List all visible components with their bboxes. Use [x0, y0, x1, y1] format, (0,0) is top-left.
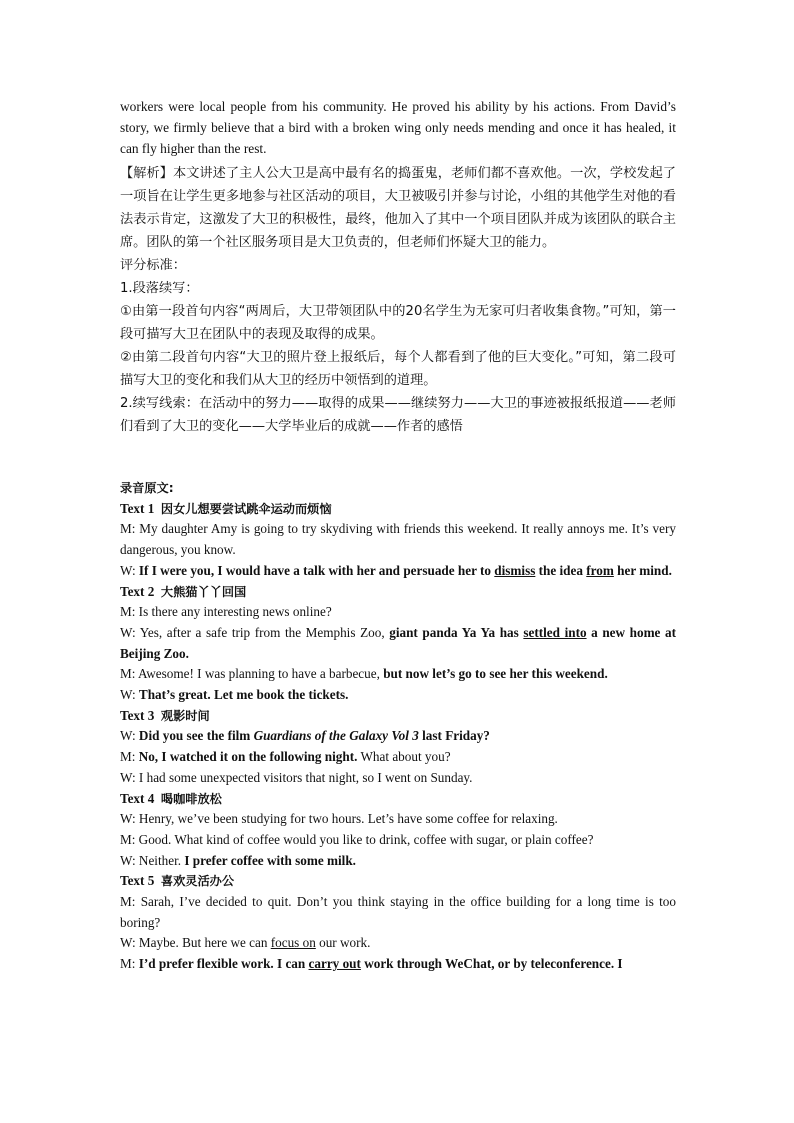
transcript-title: 录音原文:	[120, 481, 174, 495]
text-4-w2: W: Neither. I prefer coffee with some milk.	[120, 852, 356, 868]
text-2-m1: M: Is there any interesting news online?	[120, 604, 332, 620]
analysis-paragraph: 【解析】本文讲述了主人公大卫是高中最有名的捣蛋鬼，老师们都不喜欢他。一次，学校发起了一项旨在让学生更多地参与社区活动的项目，大卫被吸引并参与讨论，小组的其他学生对他的看法表示肯定，这激发了大卫的积极性，最终，他加入了其中一个项目团队并成为该团队的联合主席。团队的第一个社区服务项目是大卫负责的，但老师们怀疑大卫的能力。	[120, 166, 676, 250]
text-5-m1: M: Sarah, I’ve decided to quit. Don’t you think staying in the office building for a long time is too boring?	[120, 894, 676, 930]
text-1-w1: W: If I were you, I would have a talk with her and persuade her to dismiss the idea from her mind.	[120, 562, 672, 578]
criteria-title: 评分标准：	[120, 258, 186, 273]
section-gap	[120, 438, 676, 478]
text-3-heading: Text 3 观影时间	[120, 707, 210, 723]
criteria-item-1a: ①由第一段首句内容“两周后，大卫带领团队中的20名学生为无家可归者收集食物。”可知，第一段可描写大卫在团队中的表现及取得的成果。	[120, 304, 676, 342]
text-2-m2: M: Awesome! I was planning to have a barbecue, but now let’s go to see her this weekend.	[120, 666, 608, 682]
text-3-w2: W: I had some unexpected visitors that night, so I went on Sunday.	[120, 769, 473, 785]
text-3-m1: M: No, I watched it on the following night. What about you?	[120, 749, 451, 765]
criteria-item-1: 1.段落续写：	[120, 281, 199, 296]
text-1-heading: Text 1 因女儿想要尝试跳伞运动而烦恼	[120, 500, 332, 516]
text-2-w2: W: That’s great. Let me book the tickets.	[120, 687, 349, 703]
criteria-item-1b: ②由第二段首句内容“大卫的照片登上报纸后，每个人都看到了他的巨大变化。”可知，第二段可描写大卫的变化和我们从大卫的经历中领悟到的道理。	[120, 350, 676, 388]
text-4-m1: M: Good. What kind of coffee would you like to drink, coffee with sugar, or plain coffee?	[120, 831, 594, 847]
text-4-w1: W: Henry, we’ve been studying for two hours. Let’s have some coffee for relaxing.	[120, 811, 558, 827]
text-3-w1: W: Did you see the film Guardians of the Galaxy Vol 3 last Friday?	[120, 728, 490, 744]
text-5-heading: Text 5 喜欢灵活办公	[120, 873, 235, 889]
document-page	[120, 96, 676, 975]
criteria-item-2: 2.续写线索：在活动中的努力——取得的成果——继续努力——大卫的事迹被报纸报道——老师们看到了大卫的变化——大学毕业后的成就——作者的感悟	[120, 396, 676, 434]
text-5-w1: W: Maybe. But here we can focus on our work.	[120, 935, 371, 951]
text-5-m2: M: I’d prefer flexible work. I can carry out work through WeChat, or by teleconference. I	[120, 956, 623, 972]
text-2-heading: Text 2 大熊猫丫丫回国	[120, 583, 247, 599]
text-2-w1: W: Yes, after a safe trip from the Memphis Zoo, giant panda Ya Ya has settled into a new home at Beijing Zoo.	[120, 624, 676, 661]
essay-ending-paragraph: workers were local people from his community. He proved his ability by his actions. From David’s story, we firmly believe that a bird with a broken wing only needs mending and once it has healed, it can fly higher than the rest.	[120, 99, 676, 156]
text-1-m1: M: My daughter Amy is going to try skydiving with friends this weekend. It really annoys me. It’s very dangerous, you know.	[120, 521, 676, 558]
text-4-heading: Text 4 喝咖啡放松	[120, 790, 222, 806]
